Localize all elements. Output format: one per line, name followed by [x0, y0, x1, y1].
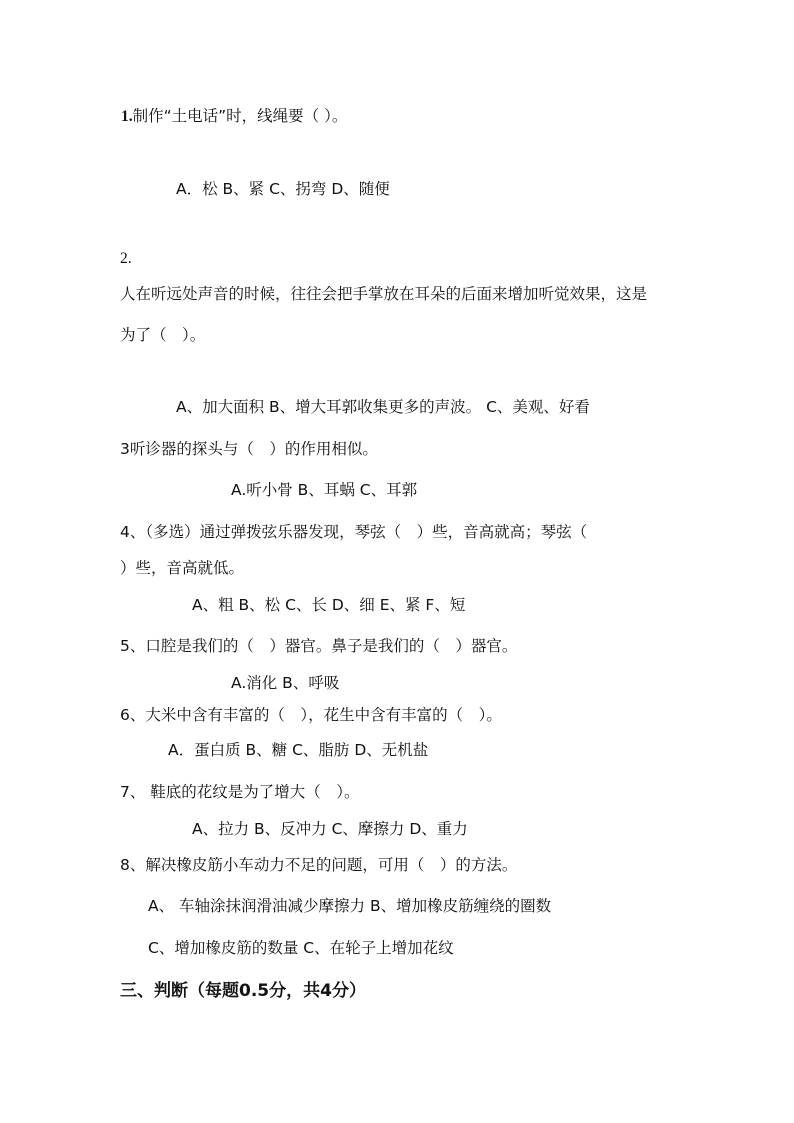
q2-number: 2.: [120, 250, 132, 267]
q3-options: A.听小骨 B、耳蜗 C、耳郭: [231, 481, 418, 499]
q3-text: 3听诊器的探头与（ ）的作用相似。: [120, 440, 378, 458]
q6-text: 6、大米中含有丰富的（ ），花生中含有丰富的（ ）。: [120, 706, 502, 724]
q4-options: A、粗 B、松 C、长 D、细 E、紧 F、短: [192, 596, 466, 614]
q1-text: 制作“土电话”时，线绳要（ ）。: [132, 107, 348, 125]
q5-options: A.消化 B、呼吸: [231, 674, 340, 692]
q4-text-line1: 4、（多选）通过弹拨弦乐器发现，琴弦（ ）些，音高就高；琴弦（: [120, 523, 588, 541]
q6-options: A．蛋白质 B、糖 C、脂肪 D、无机盐: [168, 741, 429, 759]
section3-heading: 三、判断（每题0.5分，共4分）: [120, 981, 366, 1001]
q8-options-line1: A、 车轴涂抹润滑油减少摩擦力 B、增加橡皮筋缠绕的圈数: [148, 897, 552, 915]
q2-text-line1: 人在听远处声音的时候，往往会把手掌放在耳朵的后面来增加听觉效果，这是: [120, 285, 648, 303]
q8-options-line2: C、增加橡皮筋的数量 C、在轮子上增加花纹: [148, 939, 454, 957]
q5-text: 5、口腔是我们的（ ）器官。鼻子是我们的（ ）器官。: [120, 637, 518, 655]
q7-options: A、拉力 B、反冲力 C、摩擦力 D、重力: [192, 820, 468, 838]
q1-options: A．松 B、紧 C、拐弯 D、随便: [176, 180, 390, 198]
q7-text: 7、 鞋底的花纹是为了增大（ ）。: [120, 783, 360, 801]
q4-text-line2: ）些，音高就低。: [120, 559, 245, 577]
q1-stem: [121, 106, 347, 127]
q2-text-line2: 为了（ ）。: [120, 326, 206, 344]
q2-options: A、加大面积 B、增大耳郭收集更多的声波。 C、美观、好看: [176, 398, 590, 416]
q1-number: 1.: [121, 108, 133, 125]
q8-text: 8、解决橡皮筋小车动力不足的问题，可用（ ）的方法。: [120, 856, 518, 874]
